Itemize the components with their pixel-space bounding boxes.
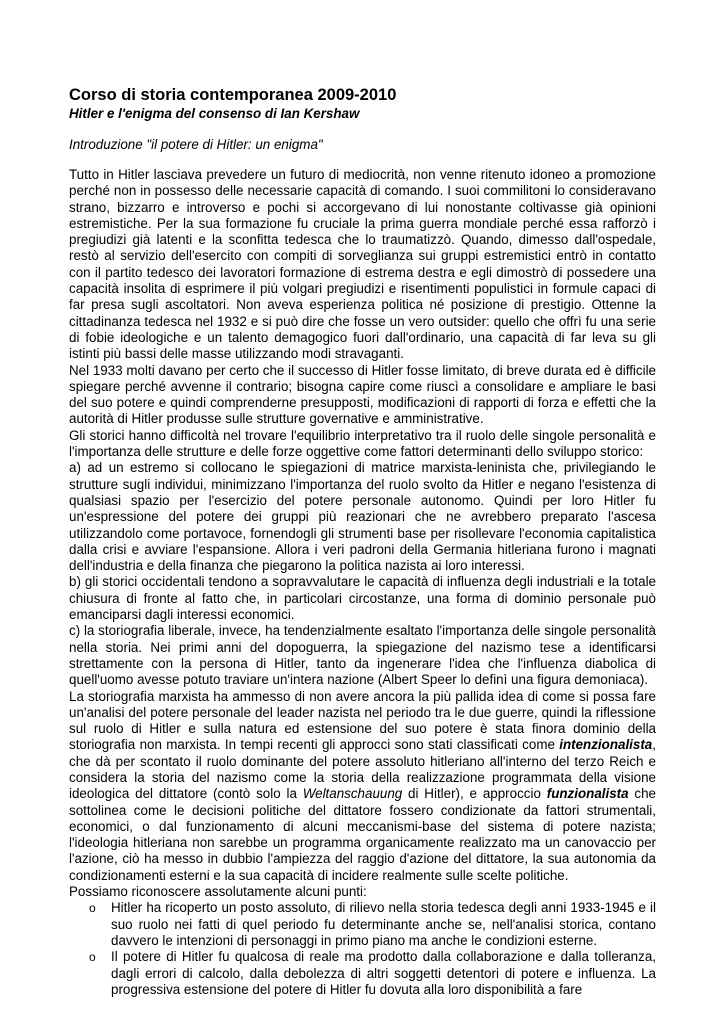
document-subtitle: Hitler e l'enigma del consenso di Ian Kershaw: [69, 106, 360, 121]
bullet-icon: o: [89, 950, 96, 965]
term-intenzionalista: intenzionalista: [559, 737, 653, 753]
paragraph-7-text-e: di Hitler), e approccio: [402, 786, 547, 802]
paragraph-2: Nel 1933 molti davano per certo che il successo di Hitler fosse limitato, di breve durata ed è difficile spiegare perché avvenne il contrario; bisogna capire come riuscì a consolidare e ampliare le basi del suo potere e quindi comprenderne presupposti, modificazioni di rapporti di forza e effetti che la autorità di Hitler produsse sulle strutture governative e amministrative.: [69, 362, 656, 427]
paragraph-7-text-a: La storiografia marxista ha ammesso di non avere ancora la più pallida idea di come si possa fare un'analisi del potere personale del leader nazista nel periodo tra le due guerre, quindi la riflessione sul ruolo di Hitler e sulla natura ed estensione del suo potere è stata finora dominio della storiografia non marxista. In tempi recenti gli approcci sono stati classificati come: [69, 688, 656, 753]
paragraph-6: c) la storiografia liberale, invece, ha tendenzialmente esaltato l'importanza delle singole personalità nella storia. Nei primi anni del dopoguerra, la spiegazione del nazismo tese a identificarsi strettamente con la persona di Hitler, tanto da ingenerare l'idea che l'influenza diabolica di quell'uomo avesse potuto traviare un'intera nazione (Albert Speer lo definì una figura demoniaca).: [69, 623, 656, 688]
term-weltanschauung: Weltanschauung: [302, 786, 403, 802]
list-item: [69, 900, 656, 949]
term-funzionalista: funzionalista: [546, 786, 629, 802]
paragraph-7: [69, 689, 656, 885]
document-title: Corso di storia contemporanea 2009-2010: [69, 86, 397, 104]
paragraph-8: Possiamo riconoscere assolutamente alcuni punti:: [69, 884, 367, 900]
list-item: [69, 949, 656, 998]
section-intro-heading: Introduzione "il potere di Hitler: un enigma": [69, 137, 323, 152]
paragraph-7-text-c: , che dà per scontato il ruolo dominante del potere assoluto hitleriano all'interno del terzo Reich e considera la storia del nazismo come la storia della realizzazione programmata della visione ideologica del dittatore (contò solo la: [69, 737, 656, 802]
list-item-text: Hitler ha ricoperto un posto assoluto, di rilievo nella storia tedesca degli anni 1933-1945 e il suo ruolo nei fatti di quel periodo fu determinante anche se, nell'analisi storica, contano davvero le intenzioni di personaggi in primo piano ma anche le condizioni esterne.: [111, 900, 656, 948]
paragraph-3: Gli storici hanno difficoltà nel trovare l'equilibrio interpretativo tra il ruolo delle singole personalità e l'importanza delle strutture e delle forze oggettive come fattori determinanti dello sviluppo storico:: [69, 427, 656, 460]
bullet-icon: o: [89, 901, 96, 916]
document-page: [69, 86, 656, 998]
points-list: [69, 900, 656, 998]
paragraph-1: Tutto in Hitler lasciava prevedere un futuro di mediocrità, non venne ritenuto idoneo a promozione perché non in possesso delle necessarie capacità di comando. I suoi commilitoni lo consideravano strano, bizzarro e introverso e pochi si accorgevano di lui nonostante coltivasse già opinioni estremistiche. Per la sua formazione fu cruciale la prima guerra mondiale perché essa rafforzò i pregiudizi già latenti e la sconfitta tedesca che lo traumatizzò. Quando, dimesso dall'ospedale, restò al servizio dell'esercito con compiti di sorveglianza sui gruppi estremistici entrò in contatto con il partito tedesco dei lavoratori formazione di estrema destra e egli dimostrò di possedere una capacità insolita di esprimere il più volgari pregiudizi e risentimenti populistici in formule capaci di far presa sugli ascoltatori. Non aveva esperienza politica né posizione di prestigio. Ottenne la cittadinanza tedesca nel 1932 e si può dire che fosse un vero outsider: quello che offrì fu una serie di fobie ideologiche e un talento demagogico fuori dall'ordinario, una capacità di far leva su gli istinti più bassi delle masse utilizzando modi stravaganti.: [69, 167, 656, 362]
paragraph-4: a) ad un estremo si collocano le spiegazioni di matrice marxista-leninista che, privilegiando le strutture sugli individui, minimizzano l'importanza del ruolo svolto da Hitler e negano l'esistenza di qualsiasi spazio per l'esercizio del potere personale autonomo. Quindi per loro Hitler fu un'espressione del potere dei gruppi più reazionari che ne avrebbero preparato l'ascesa utilizzandolo come portavoce, fornendogli gli strumenti base per risollevare l'economia capitalistica dalla crisi e avviare l'espansione. Allora i veri padroni della Germania hitleriana furono i magnati dell'industria e della finanza che piegarono la politica nazista ai loro interessi.: [69, 460, 656, 574]
paragraph-7-text-g: che sottolinea come le decisioni politiche del dittatore fossero condizionate da fattori strumentali, economici, o dal funzionamento di alcuni meccanismi-base del sistema di potere nazista; l'ideologia hitleriana non sarebbe un programma organicamente realizzato ma un canovaccio per l'azione, ciò ha messo in dubbio l'ampiezza del raggio d'azione del dittatore, la sua autonomia da condizionamenti esterni e la sua capacità di incidere realmente sulle scelte politiche.: [69, 786, 656, 883]
list-item-text: Il potere di Hitler fu qualcosa di reale ma prodotto dalla collaborazione e dalla tolleranza, dagli errori di calcolo, dalla debolezza di altri soggetti detentori di potere e influenza. La progressiva estensione del potere di Hitler fu dovuta alla loro disponibilità a fare: [111, 949, 656, 997]
paragraph-5: b) gli storici occidentali tendono a sopravvalutare le capacità di influenza degli industriali e la totale chiusura di fronte al fatto che, in particolari circostanze, una forma di dominio personale può emanciparsi dagli interessi economici.: [69, 574, 656, 623]
